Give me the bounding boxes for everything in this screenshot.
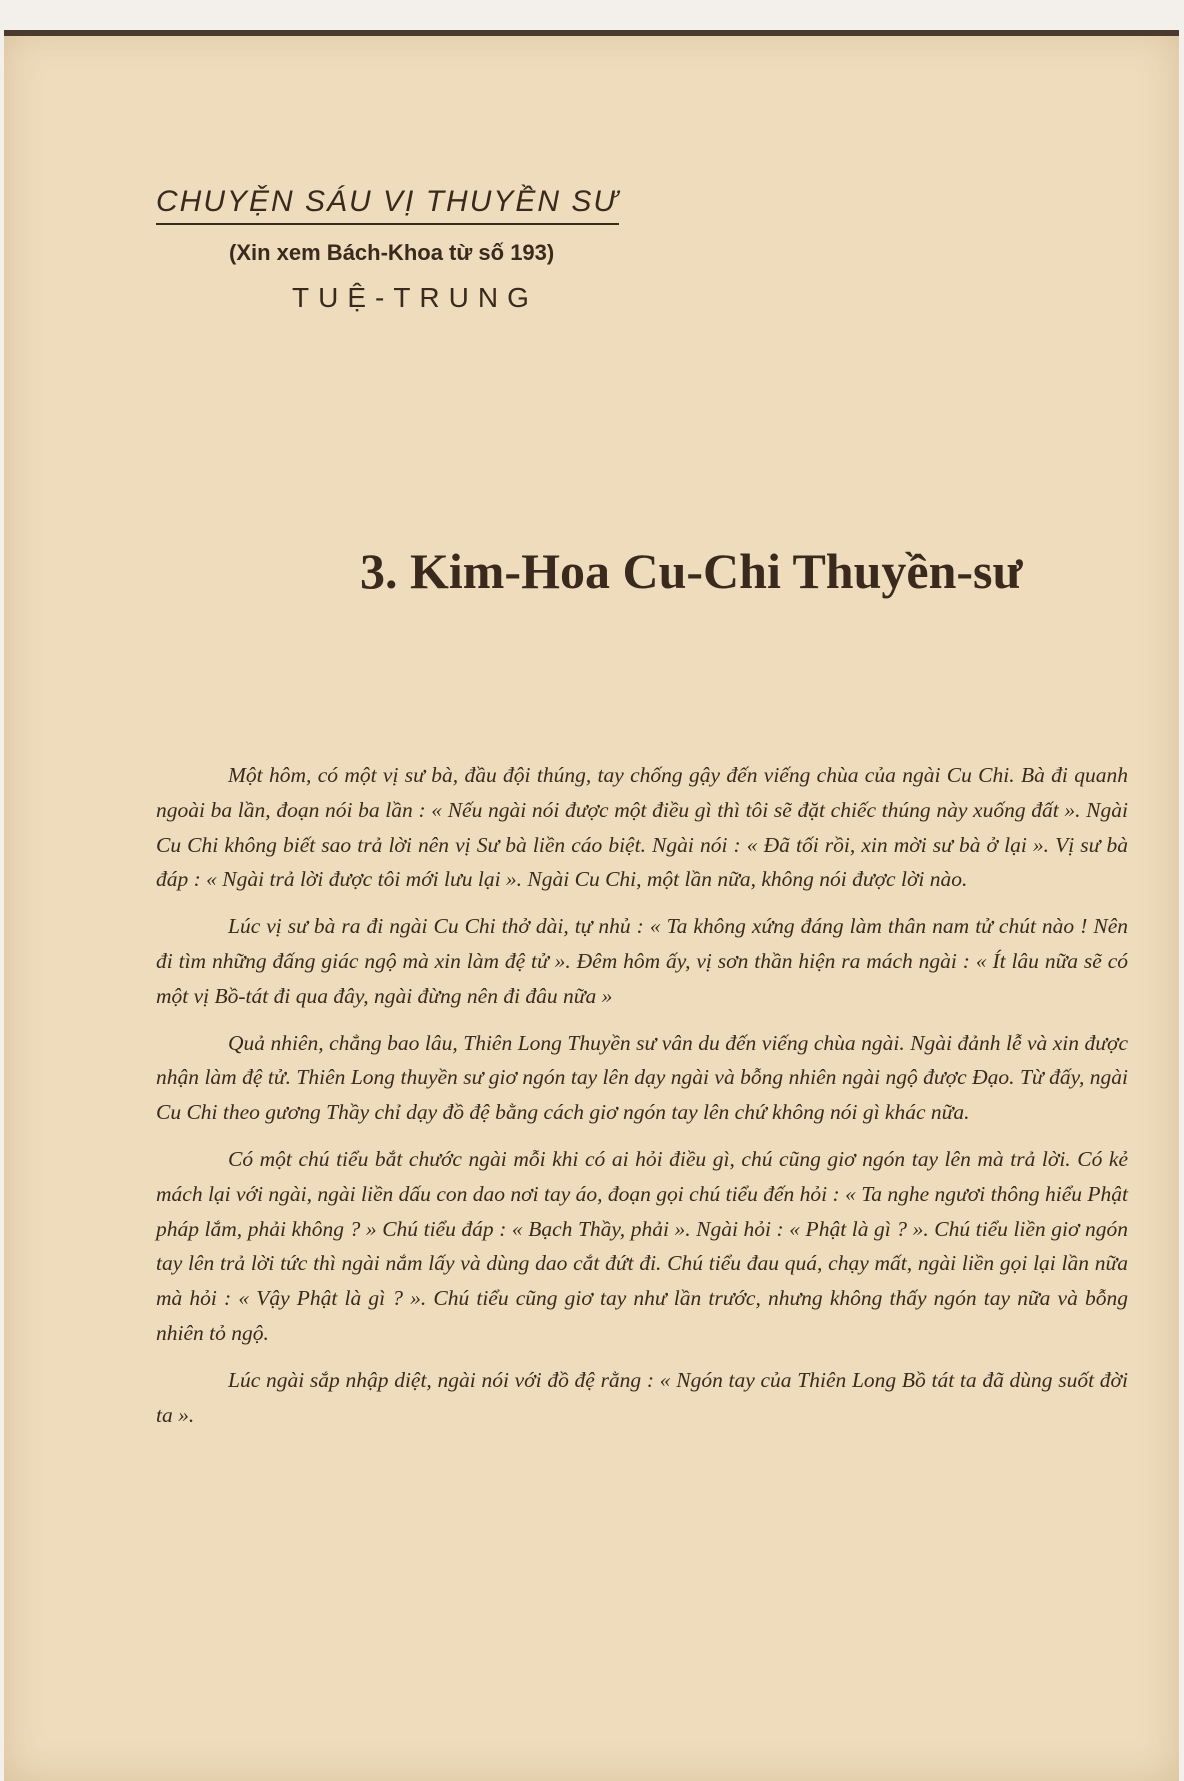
page-top-edge: [4, 30, 1179, 36]
article-body: [156, 758, 1128, 1444]
paragraph: Một hôm, có một vị sư bà, đầu đội thúng, tay chống gậy đến viếng chùa của ngài Cu Chi. Bà đi quanh ngoài ba lần, đoạn nói ba lần : « Nếu ngài nói được một điều gì thì tôi sẽ đặt chiếc thúng này xuống đất ». Ngài Cu Chi không biết sao trả lời nên vị Sư bà liền cáo biệt. Ngài nói : « Đã tối rồi, xin mời sư bà ở lại ». Vị sư bà đáp : « Ngài trả lời được tôi mới lưu lại ». Ngài Cu Chi, một lần nữa, không nói được lời nào.: [156, 763, 1128, 892]
chapter-title: 3. Kim-Hoa Cu-Chi Thuyền-sư: [360, 543, 1023, 599]
paragraph: Lúc vị sư bà ra đi ngài Cu Chi thở dài, tự nhủ : « Ta không xứng đáng làm thân nam tử chút nào ! Nên đi tìm những đấng giác ngộ mà xin làm đệ tử ». Đêm hôm ấy, vị sơn thần hiện ra mách ngài : « Ít lâu nữa sẽ có một vị Bồ-tát đi qua đây, ngài đừng nên đi đâu nữa »: [156, 914, 1128, 1008]
book-page: [4, 30, 1179, 1781]
paragraph: Quả nhiên, chẳng bao lâu, Thiên Long Thuyền sư vân du đến viếng chùa ngài. Ngài đảnh lễ và xin được nhận làm đệ tử. Thiên Long thuyền sư giơ ngón tay lên dạy ngài và bỗng nhiên ngài ngộ được Đạo. Từ đấy, ngài Cu Chi theo gương Thầy chỉ dạy đồ đệ bằng cách giơ ngón tay lên chứ không nói gì khác nữa.: [156, 1030, 1128, 1125]
paragraph: Lúc ngài sắp nhập diệt, ngài nói với đồ đệ rằng : « Ngón tay của Thiên Long Bồ tát ta đã dùng suốt đời ta ».: [156, 1367, 1128, 1427]
paragraph: Có một chú tiểu bắt chước ngài mỗi khi có ai hỏi điều gì, chú cũng giơ ngón tay lên mà trả lời. Có kẻ mách lại với ngài, ngài liền dấu con dao nơi tay áo, đoạn gọi chú tiểu đến hỏi : « Ta nghe ngươi thông hiểu Phật pháp lắm, phải không ? » Chú tiểu đáp : « Bạch Thầy, phải ». Ngài hỏi : « Phật là gì ? ». Chú tiểu liền giơ ngón tay lên trả lời tức thì ngài nắm lấy và dùng dao cắt đứt đi. Chú tiểu đau quá, chạy mất, ngài liền gọi lại lần nữa mà hỏi : « Vậy Phật là gì ? ». Chú tiểu cũng giơ tay như lần trước, nhưng không thấy ngón tay nữa và bỗng nhiên tỏ ngộ.: [156, 1146, 1128, 1345]
author-name: TUỆ-TRUNG: [292, 282, 538, 313]
series-note: (Xin xem Bách-Khoa từ số 193): [229, 240, 555, 265]
series-title: CHUYỆN SÁU VỊ THUYỀN SƯ: [156, 185, 619, 225]
